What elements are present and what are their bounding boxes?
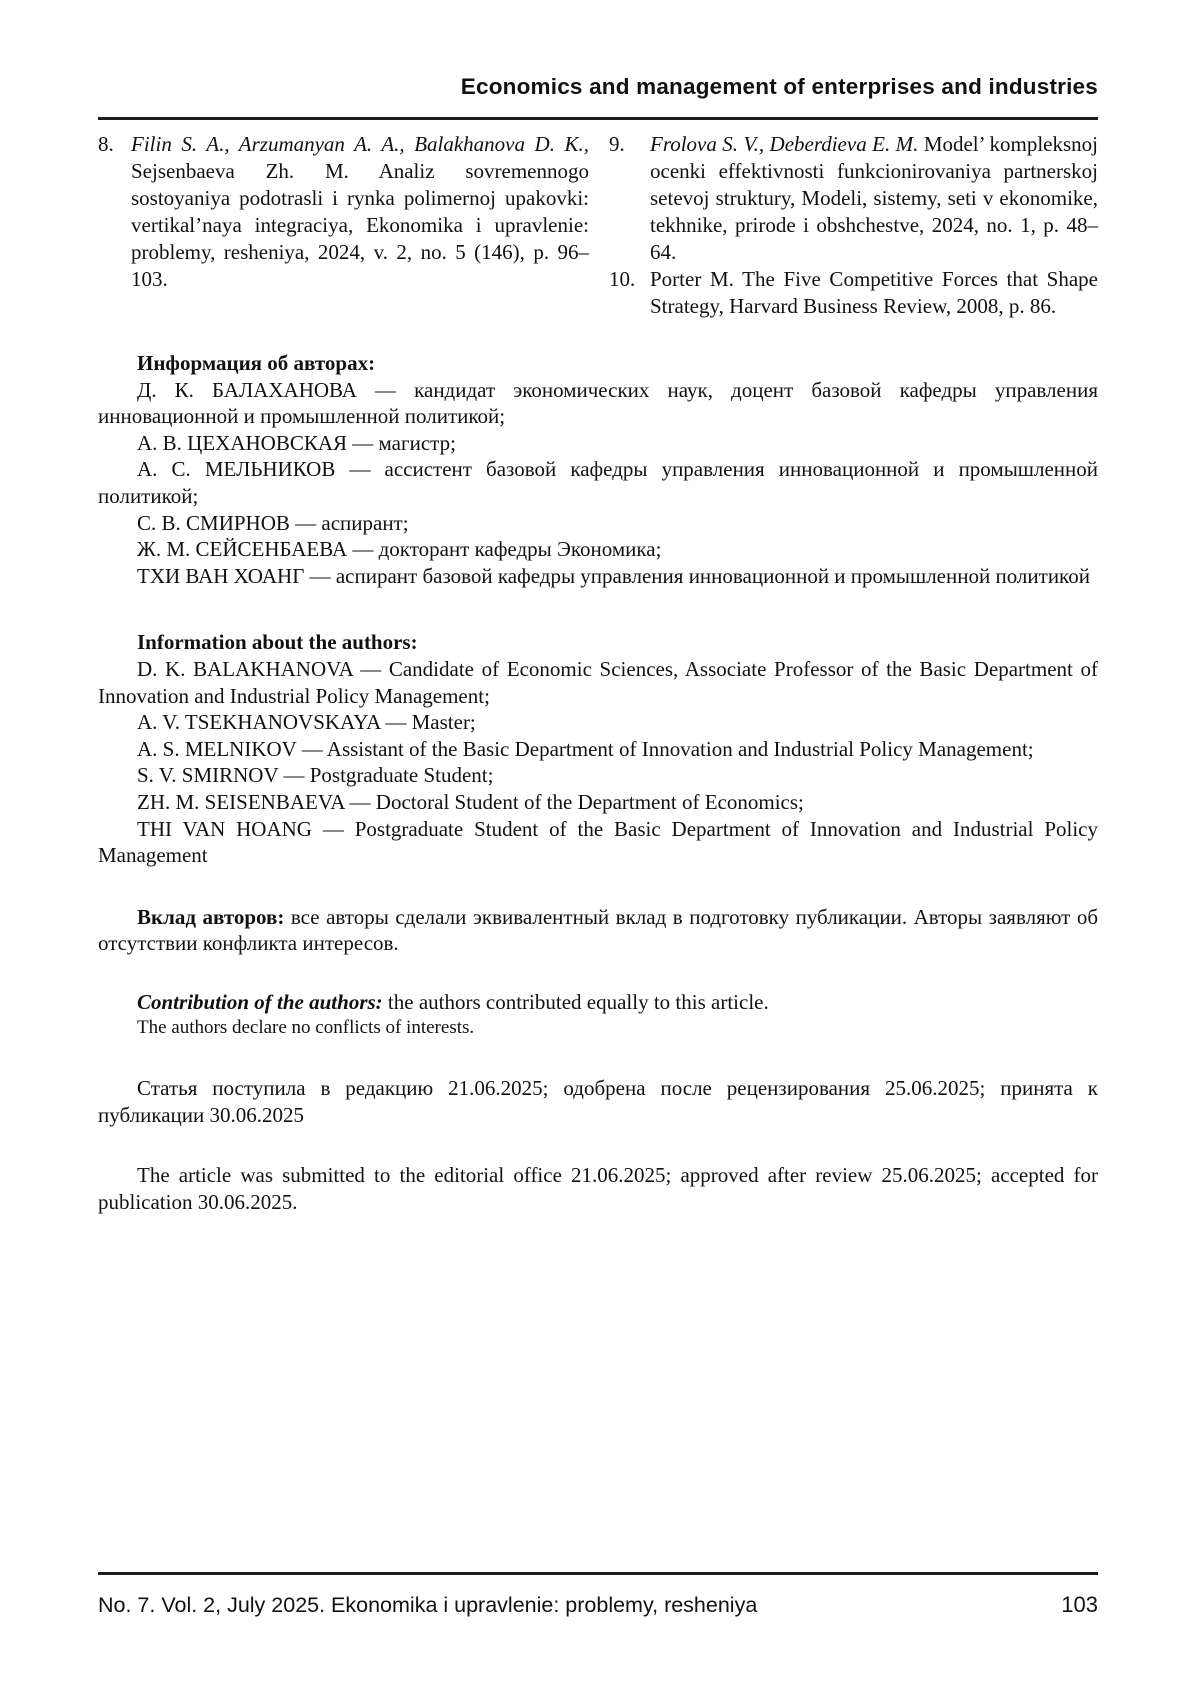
contribution-ru-label: Вклад авторов: (137, 904, 285, 929)
contribution-en-text: the authors contributed equally to this article. (387, 989, 769, 1014)
reference-text (650, 266, 1098, 320)
running-head-title: Economics and management of enterprises and industries (460, 74, 1098, 99)
reference-authors: Filin S. A., Arzumanyan A. A., Balakhanova D. K., (131, 132, 589, 156)
submission-en-section (98, 1162, 1098, 1215)
contribution-en-label: Contribution of the authors: (137, 989, 383, 1014)
reference-item (609, 266, 1098, 320)
reference-citation: Model’ kompleksnoj ocenki effektivnosti funkcionirovaniya partnerskoj setevoj struktury, Modeli, sistemy, seti v ekonomike, tekhnike, prirode i obshchestve, 2024, no. 1, p. 48–64. (650, 132, 1099, 264)
reference-text (131, 131, 589, 293)
author-entry-en: S. V. SMIRNOV — Postgraduate Student; (137, 763, 494, 788)
authors-info-ru-section (98, 350, 1098, 589)
authors-info-en-heading: Information about the authors: (137, 630, 418, 655)
contribution-en-section (98, 989, 1098, 1042)
conflict-declaration: The authors declare no conflicts of interests. (137, 1017, 475, 1039)
author-entry-ru: ТХИ ВАН ХОАНГ — аспирант базовой кафедры управления инновационной и промышленной политикой (137, 563, 1090, 588)
author-entry-en: ZH. M. SEISENBAEVA — Doctoral Student of the Department of Economics; (137, 789, 804, 814)
reference-column-right (609, 131, 1098, 320)
author-entry-en: THI VAN HOANG — Postgraduate Student of the Basic Department of Innovation and Industrial Policy Management (98, 816, 1098, 868)
page-footer (98, 1592, 1098, 1618)
reference-number: 9. (609, 132, 625, 156)
author-entry-ru: А. В. ЦЕХАНОВСКАЯ — магистр; (137, 430, 456, 455)
reference-citation: Porter M. The Five Competitive Forces that Shape Strategy, Harvard Business Review, 2008, p. 86. (650, 267, 1098, 318)
authors-info-ru-entries (98, 377, 1098, 590)
contribution-en-paragraph (98, 989, 1098, 1016)
author-entry-ru: С. В. СМИРНОВ — аспирант; (137, 510, 409, 535)
contribution-ru-paragraph (98, 904, 1098, 957)
submission-en-text: The article was submitted to the editorial office 21.06.2025; approved after review 25.06.2025; accepted for publication 30.06.2025. (98, 1163, 1098, 1214)
reference-text (650, 131, 1098, 266)
reference-number: 10. (609, 267, 636, 291)
authors-info-ru-heading: Информация об авторах: (137, 351, 376, 375)
author-entry-en: A. V. TSEKHANOVSKAYA — Master; (137, 710, 476, 735)
reference-item (609, 131, 1098, 266)
contribution-ru-text: все авторы сделали эквивалентный вклад в подготовку публикации. Авторы заявляют об отсутствии конфликта интересов. (98, 904, 1099, 956)
header-rule (98, 117, 1098, 120)
authors-info-en-entries (98, 656, 1098, 869)
submission-ru-text: Статья поступила в редакцию 21.06.2025; одобрена после рецензирования 25.06.2025; принята к публикации 30.06.2025 (98, 1076, 1098, 1127)
author-entry-en: D. K. BALAKHANOVA — Candidate of Economic Sciences, Associate Professor of the Basic Department of Innovation and Industrial Policy Management; (98, 656, 1098, 708)
footer-rule (98, 1572, 1098, 1575)
footer-issue-line: No. 7. Vol. 2, July 2025. Ekonomika i upravlenie: problemy, resheniya (98, 1593, 758, 1617)
author-entry-en: A. S. MELNIKOV — Assistant of the Basic Department of Innovation and Industrial Policy Management; (137, 736, 1034, 761)
reference-item (98, 131, 589, 293)
contribution-ru-section (98, 904, 1098, 957)
author-entry-ru: А. С. МЕЛЬНИКОВ — ассистент базовой кафедры управления инновационной и промышленной политикой; (98, 457, 1098, 508)
page-content (98, 131, 1098, 1215)
authors-info-en-section (98, 629, 1098, 868)
reference-column-left (98, 131, 589, 320)
footer-page-number: 103 (1061, 1592, 1098, 1617)
reference-number: 8. (98, 132, 114, 156)
reference-citation: Sejsenbaeva Zh. M. Analiz sovremennogo sostoyaniya podotrasli i rynka polimernoj upakovki: vertikal’naya integraciya, Ekonomika i upravlenie: problemy, resheniya, 2024, v. 2, no. 5 (146), p. 96–103. (131, 159, 589, 291)
author-entry-ru: Д. К. БАЛАХАНОВА — кандидат экономических наук, доцент базовой кафедры управления инновационной и промышленной политикой; (98, 377, 1098, 429)
author-entry-ru: Ж. М. СЕЙСЕНБАЕВА — докторант кафедры Экономика; (137, 537, 662, 562)
reference-authors: Frolova S. V., Deberdieva E. M. (650, 132, 919, 156)
submission-ru-section (98, 1075, 1098, 1128)
reference-list (98, 131, 1098, 320)
